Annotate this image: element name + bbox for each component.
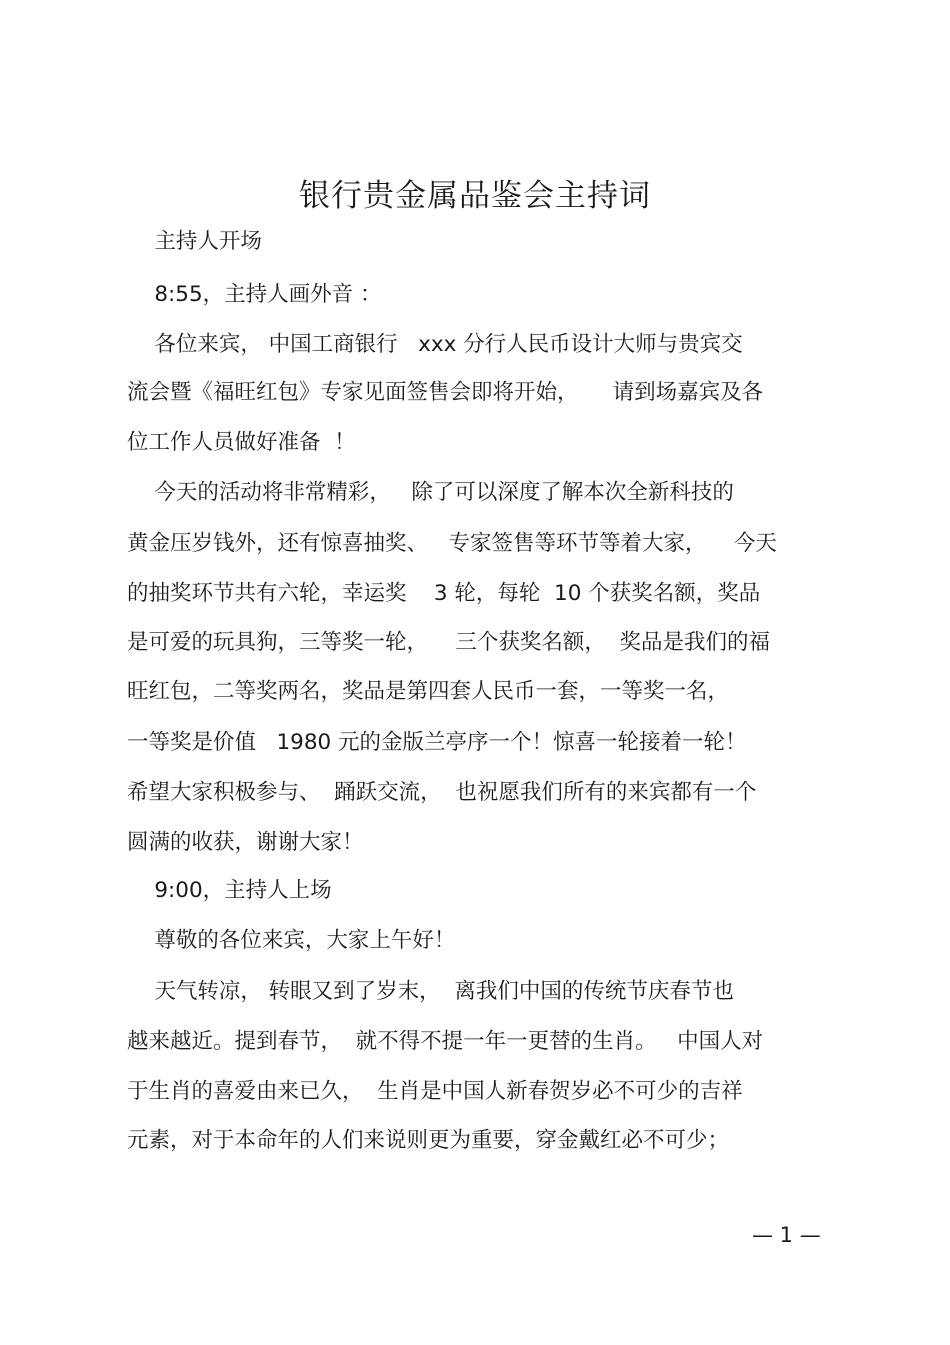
body-line-17: 越来越近。提到春节， 就不得不提一年一更替的生肖。 中国人对 (127, 1029, 764, 1054)
body-line-7: 黄金压岁钱外，还有惊喜抽奖、 专家签售等环节等着大家， 今天 (127, 531, 777, 556)
body-line-15: 尊敬的各位来宾，大家上午好！ (127, 928, 456, 953)
body-line-4: 流会暨《福旺红包》专家见面签售会即将开始， 请到场嘉宾及各 (127, 380, 764, 405)
body-line-18: 于生肖的喜爱由来已久， 生肖是中国人新春贺岁必不可少的吉祥 (127, 1079, 743, 1104)
body-line-19: 元素，对于本命年的人们来说则更为重要，穿金戴红必不可少； (127, 1128, 730, 1153)
body-line-6: 今天的活动将非常精彩， 除了可以深度了解本次全新科技的 (127, 480, 734, 505)
body-line-1: 主持人开场 (127, 229, 262, 254)
body-line-14: 9:00，主持人上场 (127, 878, 332, 903)
body-line-8: 的抽奖环节共有六轮，幸运奖 3 轮，每轮 10 个获奖名额，奖品 (127, 581, 761, 606)
body-line-12: 希望大家积极参与、 踊跃交流， 也祝愿我们所有的来宾都有一个 (127, 780, 757, 805)
body-line-9: 是可爱的玩具狗，三等奖一轮， 三个获奖名额， 奖品是我们的福 (127, 630, 771, 655)
body-line-16: 天气转凉， 转眼又到了岁末， 离我们中国的传统节庆春节也 (127, 979, 734, 1004)
document-title: 银行贵金属品鉴会主持词 (299, 178, 651, 214)
body-line-3: 各位来宾， 中国工商银行 xxx 分行人民币设计大师与贵宾交 (127, 332, 743, 357)
page-number: — 1 — (752, 1223, 821, 1247)
body-line-5: 位工作人员做好准备 ！ (127, 430, 356, 455)
body-line-13: 圆满的收获，谢谢大家！ (127, 830, 364, 855)
body-line-2: 8:55，主持人画外音 ： (127, 282, 382, 307)
body-line-11: 一等奖是价值 1980 元的金版兰亭序一个！惊喜一轮接着一轮！ (127, 730, 747, 755)
body-line-10: 旺红包，二等奖两名，奖品是第四套人民币一套，一等奖一名， (127, 679, 730, 704)
